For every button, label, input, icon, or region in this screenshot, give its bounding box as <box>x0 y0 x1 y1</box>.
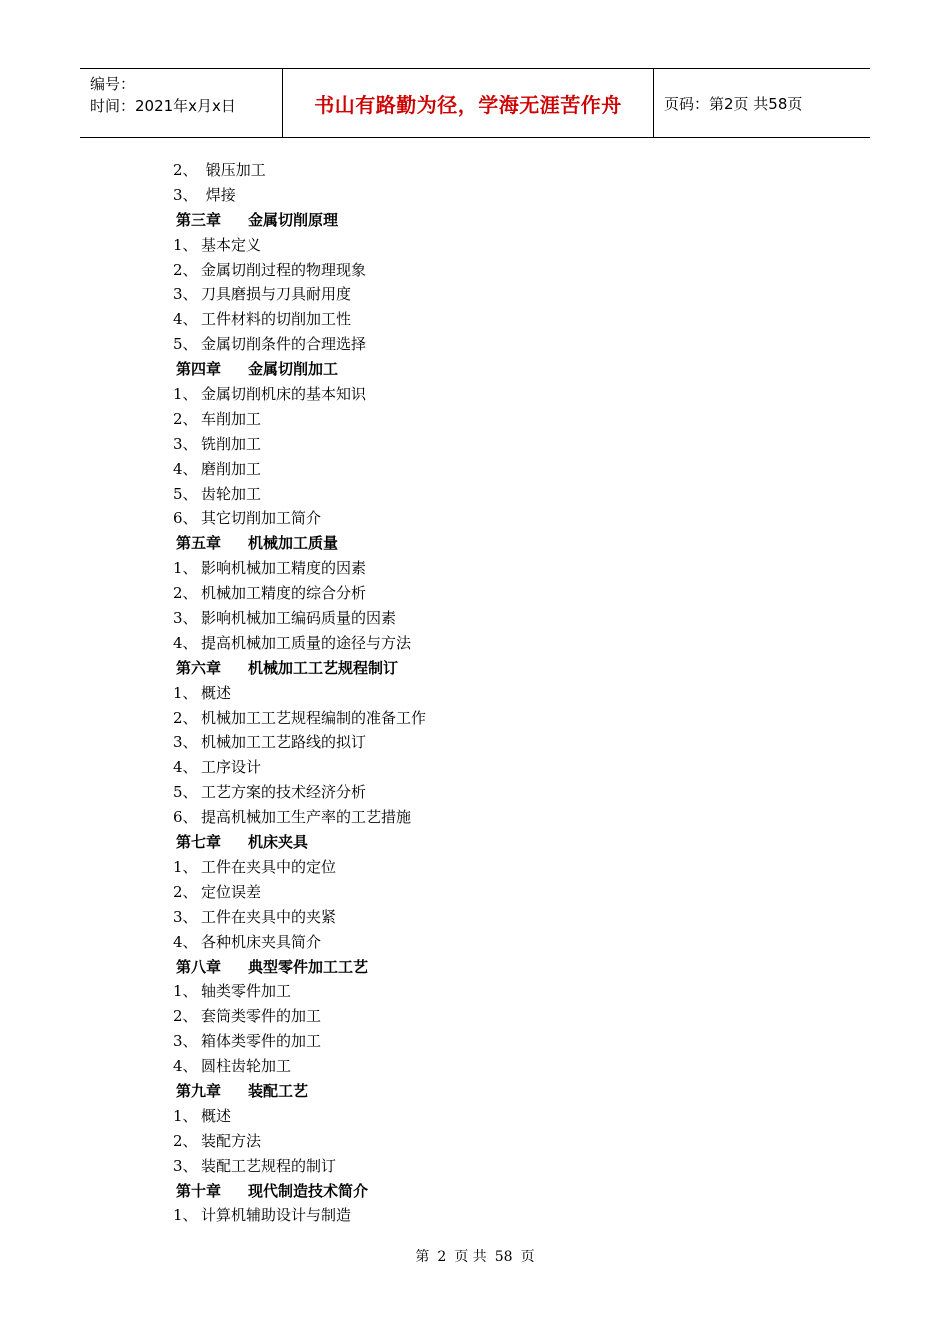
item-number: 3、 <box>173 1156 198 1175</box>
footer-suffix: 页 <box>520 1249 535 1265</box>
toc-chapter-heading <box>173 357 733 382</box>
item-title: 提高机械加工质量的途径与方法 <box>201 633 412 652</box>
number-label: 编号： <box>90 75 136 93</box>
toc-chapter-heading <box>173 1179 733 1204</box>
footer-total-pages: 58 <box>494 1249 513 1265</box>
item-title: 套筒类零件的加工 <box>201 1007 322 1026</box>
item-number: 1、 <box>173 1106 198 1125</box>
item-number: 1、 <box>173 683 198 702</box>
item-number: 2、 <box>173 708 198 727</box>
toc-item <box>173 282 733 307</box>
toc-item <box>173 730 733 755</box>
item-number: 3、 <box>173 1032 198 1051</box>
toc-item <box>173 1029 733 1054</box>
header-left-cell <box>80 69 282 137</box>
toc-item <box>173 482 733 507</box>
item-title: 影响机械加工编码质量的因素 <box>201 609 397 628</box>
toc-item <box>173 1004 733 1029</box>
item-number: 4、 <box>173 310 198 329</box>
toc-item <box>173 158 733 183</box>
item-number: 1、 <box>173 235 198 254</box>
item-title: 工件在夹具中的定位 <box>201 857 337 876</box>
toc-item <box>173 880 733 905</box>
item-title: 影响机械加工精度的因素 <box>201 559 367 578</box>
header-page-cell <box>654 69 870 137</box>
chapter-title: 金属切削加工 <box>248 360 339 379</box>
toc-item <box>173 1054 733 1079</box>
item-title: 金属切削条件的合理选择 <box>201 335 367 354</box>
toc-item <box>173 1203 733 1228</box>
item-number: 1、 <box>173 559 198 578</box>
chapter-title: 金属切削原理 <box>248 210 339 229</box>
item-number: 1、 <box>173 982 198 1001</box>
item-number: 3、 <box>173 285 198 304</box>
item-title: 各种机床夹具简介 <box>201 932 322 951</box>
toc-item <box>173 905 733 930</box>
item-number: 2、 <box>173 260 198 279</box>
toc-item <box>173 506 733 531</box>
item-number: 1、 <box>173 857 198 876</box>
page-header <box>80 68 870 138</box>
page-info: 页码：第2页 共58页 <box>664 94 803 113</box>
item-number: 3、 <box>173 185 198 204</box>
item-number: 2、 <box>173 161 198 179</box>
toc-item <box>173 755 733 780</box>
item-title: 车削加工 <box>201 409 262 428</box>
toc-chapter-heading <box>173 531 733 556</box>
item-number: 3、 <box>173 434 198 453</box>
chapter-title: 机械加工工艺规程制订 <box>248 658 399 677</box>
chapter-title: 装配工艺 <box>248 1081 309 1100</box>
item-number: 3、 <box>173 907 198 926</box>
toc-item <box>173 1129 733 1154</box>
toc-item <box>173 307 733 332</box>
date-label: 时间：2021年x月x日 <box>90 97 236 115</box>
item-title: 机械加工工艺规程编制的准备工作 <box>201 708 427 727</box>
footer-middle: 页 共 <box>454 1249 487 1265</box>
item-title: 装配方法 <box>201 1131 262 1150</box>
item-title: 机械加工工艺路线的拟订 <box>201 733 367 752</box>
toc-item <box>173 631 733 656</box>
chapter-number: 第十章 <box>176 1181 222 1200</box>
chapter-title: 现代制造技术简介 <box>248 1181 369 1200</box>
item-title: 轴类零件加工 <box>201 982 292 1001</box>
toc-item <box>173 805 733 830</box>
toc-chapter-heading <box>173 830 733 855</box>
item-number: 2、 <box>173 584 198 603</box>
item-number: 2、 <box>173 409 198 428</box>
toc-item <box>173 258 733 283</box>
toc-item <box>173 332 733 357</box>
item-title: 提高机械加工生产率的工艺措施 <box>201 808 412 827</box>
item-title: 工艺方案的技术经济分析 <box>201 783 367 802</box>
chapter-number: 第五章 <box>176 534 222 553</box>
item-number: 4、 <box>173 633 198 652</box>
footer-current-page: 2 <box>437 1249 447 1265</box>
chapter-number: 第八章 <box>176 957 222 976</box>
item-title: 齿轮加工 <box>201 484 262 503</box>
item-number: 5、 <box>173 783 198 802</box>
chapter-number: 第三章 <box>176 210 222 229</box>
item-title: 锻压加工 <box>201 161 266 179</box>
item-title: 概述 <box>201 1106 232 1125</box>
item-title: 焊接 <box>201 185 236 204</box>
toc-chapter-heading <box>173 1079 733 1104</box>
item-number: 2、 <box>173 1131 198 1150</box>
item-title: 其它切削加工简介 <box>201 509 322 528</box>
motto-text: 书山有路勤为径，学海无涯苦作舟 <box>314 92 622 117</box>
chapter-number: 第七章 <box>176 833 222 852</box>
chapter-number: 第四章 <box>176 360 222 379</box>
toc-chapter-heading <box>173 955 733 980</box>
item-title: 定位误差 <box>201 882 262 901</box>
toc-item <box>173 556 733 581</box>
item-title: 刀具磨损与刀具耐用度 <box>201 285 352 304</box>
toc-item <box>173 183 733 208</box>
toc-item <box>173 979 733 1004</box>
item-title: 基本定义 <box>201 235 262 254</box>
toc-item <box>173 233 733 258</box>
header-motto-cell <box>282 69 654 137</box>
item-title: 工件材料的切削加工性 <box>201 310 352 329</box>
item-number: 2、 <box>173 1007 198 1026</box>
item-number: 4、 <box>173 1057 198 1076</box>
item-title: 工序设计 <box>201 758 262 777</box>
toc-item <box>173 1104 733 1129</box>
item-number: 6、 <box>173 808 198 827</box>
item-number: 5、 <box>173 484 198 503</box>
item-title: 铣削加工 <box>201 434 262 453</box>
item-number: 3、 <box>173 733 198 752</box>
item-title: 计算机辅助设计与制造 <box>201 1206 352 1225</box>
footer-prefix: 第 <box>415 1249 430 1265</box>
toc-item <box>173 855 733 880</box>
item-title: 装配工艺规程的制订 <box>201 1156 337 1175</box>
toc-item <box>173 407 733 432</box>
chapter-number: 第六章 <box>176 658 222 677</box>
item-title: 箱体类零件的加工 <box>201 1032 322 1051</box>
toc-item <box>173 1154 733 1179</box>
item-number: 1、 <box>173 385 198 404</box>
item-number: 5、 <box>173 335 198 354</box>
item-title: 圆柱齿轮加工 <box>201 1057 292 1076</box>
table-of-contents <box>173 158 733 1228</box>
item-title: 概述 <box>201 683 232 702</box>
item-title: 工件在夹具中的夹紧 <box>201 907 337 926</box>
item-number: 6、 <box>173 509 198 528</box>
toc-item <box>173 780 733 805</box>
chapter-title: 机械加工质量 <box>248 534 339 553</box>
item-number: 4、 <box>173 758 198 777</box>
toc-chapter-heading <box>173 208 733 233</box>
item-number: 1、 <box>173 1206 198 1225</box>
item-title: 磨削加工 <box>201 459 262 478</box>
toc-item <box>173 681 733 706</box>
chapter-title: 机床夹具 <box>248 833 309 852</box>
item-number: 2、 <box>173 882 198 901</box>
page-footer <box>0 1246 950 1266</box>
toc-item <box>173 606 733 631</box>
toc-item <box>173 457 733 482</box>
item-title: 金属切削机床的基本知识 <box>201 385 367 404</box>
toc-item <box>173 930 733 955</box>
item-number: 4、 <box>173 459 198 478</box>
toc-item <box>173 706 733 731</box>
toc-item <box>173 581 733 606</box>
chapter-number: 第九章 <box>176 1081 222 1100</box>
item-number: 3、 <box>173 609 198 628</box>
item-title: 金属切削过程的物理现象 <box>201 260 367 279</box>
chapter-title: 典型零件加工工艺 <box>248 957 369 976</box>
toc-item <box>173 382 733 407</box>
toc-item <box>173 432 733 457</box>
item-number: 4、 <box>173 932 198 951</box>
toc-chapter-heading <box>173 656 733 681</box>
item-title: 机械加工精度的综合分析 <box>201 584 367 603</box>
